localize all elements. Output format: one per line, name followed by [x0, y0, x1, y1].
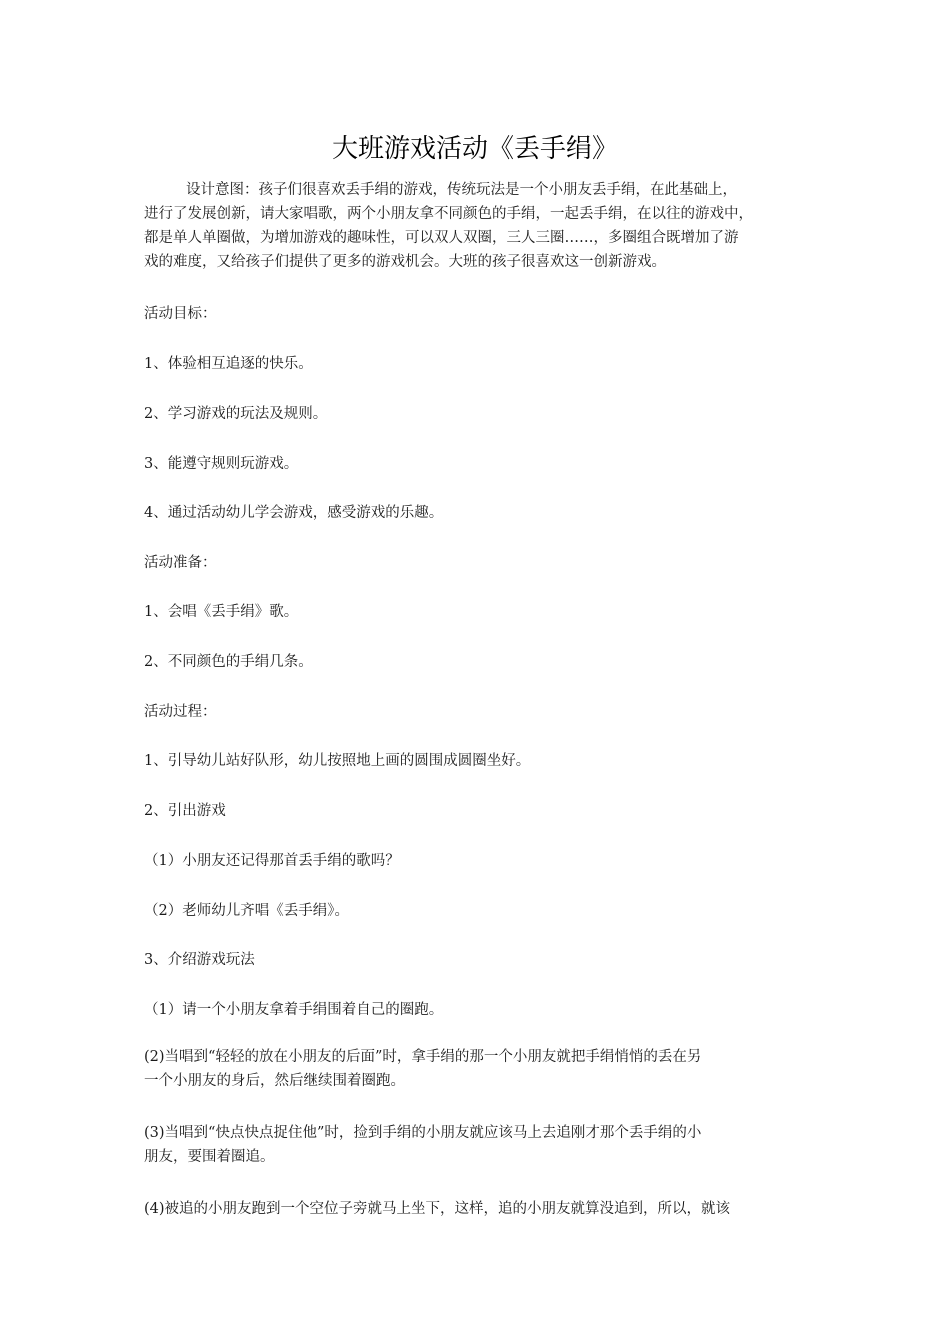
- process-substep: （2）老师幼儿齐唱《丢手绢》。: [144, 903, 349, 919]
- substep-line: 一个小朋友的身后，然后继续围着圈跑。: [144, 1073, 405, 1089]
- process-step: 3、介绍游戏玩法: [144, 952, 255, 968]
- goal-item: 1、体验相互追逐的快乐。: [144, 356, 313, 372]
- goals-heading: 活动目标：: [144, 306, 217, 322]
- intro-line: 都是单人单圈做，为增加游戏的趣味性，可以双人双圈，三人三圈……，多圈组合既增加了游: [144, 230, 739, 246]
- prep-item: 1、会唱《丢手绢》歌。: [144, 604, 299, 620]
- design-intent-paragraph: [144, 178, 814, 274]
- process-step: 1、引导幼儿站好队形，幼儿按照地上画的圆围成圆圈坐好。: [144, 753, 531, 769]
- substep-line: (3)当唱到“快点快点捉住他”时，捡到手绢的小朋友就应该马上去追刚才那个丢手绢的小: [144, 1125, 702, 1141]
- document-title: 大班游戏活动《丢手绢》: [331, 134, 618, 164]
- substep-line: 朋友，要围着圈追。: [144, 1149, 275, 1165]
- goal-item: 4、通过活动幼儿学会游戏，感受游戏的乐趣。: [144, 505, 444, 521]
- process-substep: (4)被追的小朋友跑到一个空位子旁就马上坐下，这样，追的小朋友就算没追到，所以，就该: [144, 1201, 731, 1217]
- intro-line: 设计意图：孩子们很喜欢丢手绢的游戏，传统玩法是一个小朋友丢手绢，在此基础上，: [186, 182, 737, 198]
- intro-line: 戏的难度，又给孩子们提供了更多的游戏机会。大班的孩子很喜欢这一创新游戏。: [144, 254, 666, 270]
- process-substep: [144, 1121, 814, 1169]
- goal-item: 3、能遵守规则玩游戏。: [144, 456, 299, 472]
- process-heading: 活动过程：: [144, 704, 217, 720]
- prep-heading: 活动准备：: [144, 555, 217, 571]
- process-substep: （1）小朋友还记得那首丢手绢的歌吗？: [144, 853, 400, 869]
- goal-item: 2、学习游戏的玩法及规则。: [144, 406, 328, 422]
- prep-item: 2、不同颜色的手绢几条。: [144, 654, 313, 670]
- process-substep: （1）请一个小朋友拿着手绢围着自己的圈跑。: [144, 1002, 444, 1018]
- process-substep: [144, 1045, 814, 1093]
- process-step: 2、引出游戏: [144, 803, 226, 819]
- intro-line: 进行了发展创新，请大家唱歌，两个小朋友拿不同颜色的手绢，一起丢手绢，在以往的游戏中，: [144, 206, 753, 222]
- substep-line: (2)当唱到“轻轻的放在小朋友的后面”时，拿手绢的那一个小朋友就把手绢悄悄的丢在另: [144, 1049, 702, 1065]
